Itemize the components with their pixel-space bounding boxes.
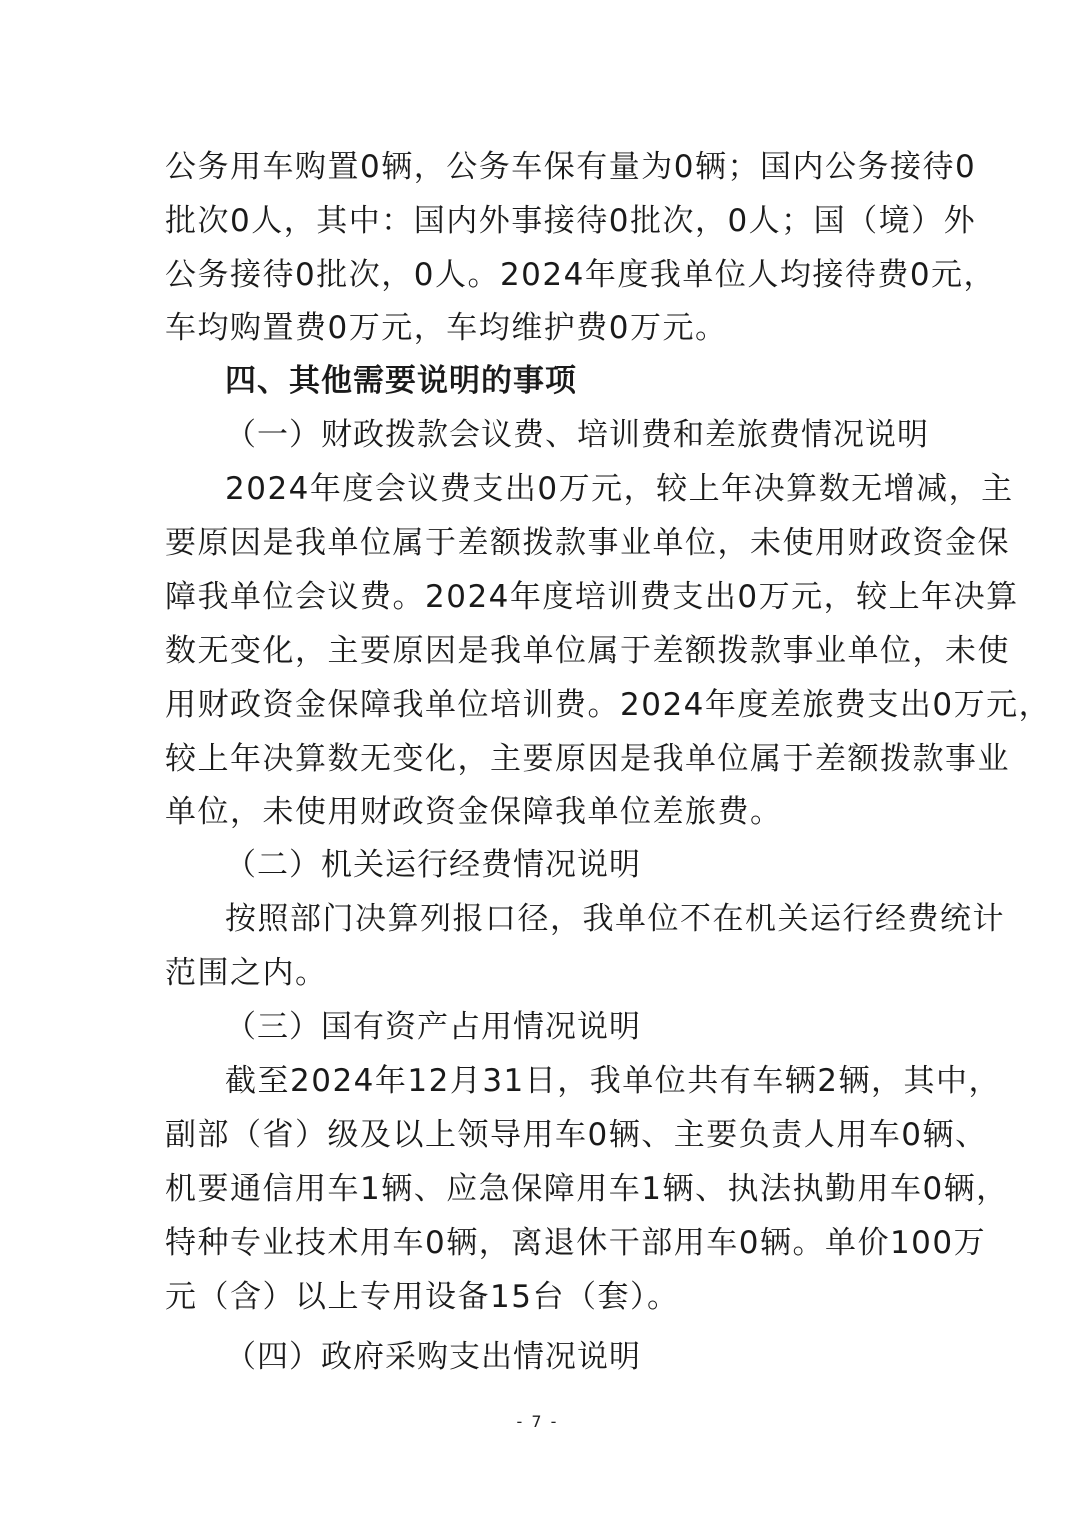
paragraph-line: 截至2024年12月31日，我单位共有车辆2辆，其中， xyxy=(225,1063,1002,1099)
paragraph-line: 元（含）以上专用设备15台（套）。 xyxy=(165,1279,680,1315)
page-number: - 7 - xyxy=(516,1412,559,1431)
paragraph-line: 障我单位会议费。2024年度培训费支出0万元，较上年决算 xyxy=(165,579,1019,615)
paragraph-line: 范围之内。 xyxy=(165,955,328,991)
sub-heading-state-assets: （三）国有资产占用情况说明 xyxy=(225,1009,641,1045)
paragraph-line: 公务接待0批次，0人。2024年度我单位人均接待费0元， xyxy=(165,257,997,293)
paragraph-line: 2024年度会议费支出0万元，较上年决算数无增减，主 xyxy=(225,471,1014,507)
paragraph-line: 单位，未使用财政资金保障我单位差旅费。 xyxy=(165,794,783,830)
sub-heading-meeting-training-travel: （一）财政拨款会议费、培训费和差旅费情况说明 xyxy=(225,417,929,453)
paragraph-line: 要原因是我单位属于差额拨款事业单位，未使用财政资金保 xyxy=(165,525,1010,561)
paragraph-line: 机要通信用车1辆、应急保障用车1辆、执法执勤用车0辆， xyxy=(165,1171,1009,1207)
paragraph-line: 用财政资金保障我单位培训费。2024年度差旅费支出0万元， xyxy=(165,687,1052,723)
paragraph-line: 车均购置费0万元，车均维护费0万元。 xyxy=(165,310,728,346)
paragraph-line: 按照部门决算列报口径，我单位不在机关运行经费统计 xyxy=(225,901,1005,937)
paragraph-line: 特种专业技术用车0辆，离退休干部用车0辆。单价100万 xyxy=(165,1225,987,1261)
sub-heading-government-procurement: （四）政府采购支出情况说明 xyxy=(225,1339,641,1375)
paragraph-line: 公务用车购置0辆，公务车保有量为0辆；国内公务接待0 xyxy=(165,149,977,185)
paragraph-line: 副部（省）级及以上领导用车0辆、主要负责人用车0辆、 xyxy=(165,1117,988,1153)
paragraph-line: 批次0人，其中：国内外事接待0批次，0人；国（境）外 xyxy=(165,203,977,239)
section-heading-other-matters: 四、其他需要说明的事项 xyxy=(225,363,577,399)
sub-heading-operating-expenses: （二）机关运行经费情况说明 xyxy=(225,847,641,883)
paragraph-line: 较上年决算数无变化，主要原因是我单位属于差额拨款事业 xyxy=(165,741,1010,777)
paragraph-line: 数无变化，主要原因是我单位属于差额拨款事业单位，未使 xyxy=(165,633,1010,669)
